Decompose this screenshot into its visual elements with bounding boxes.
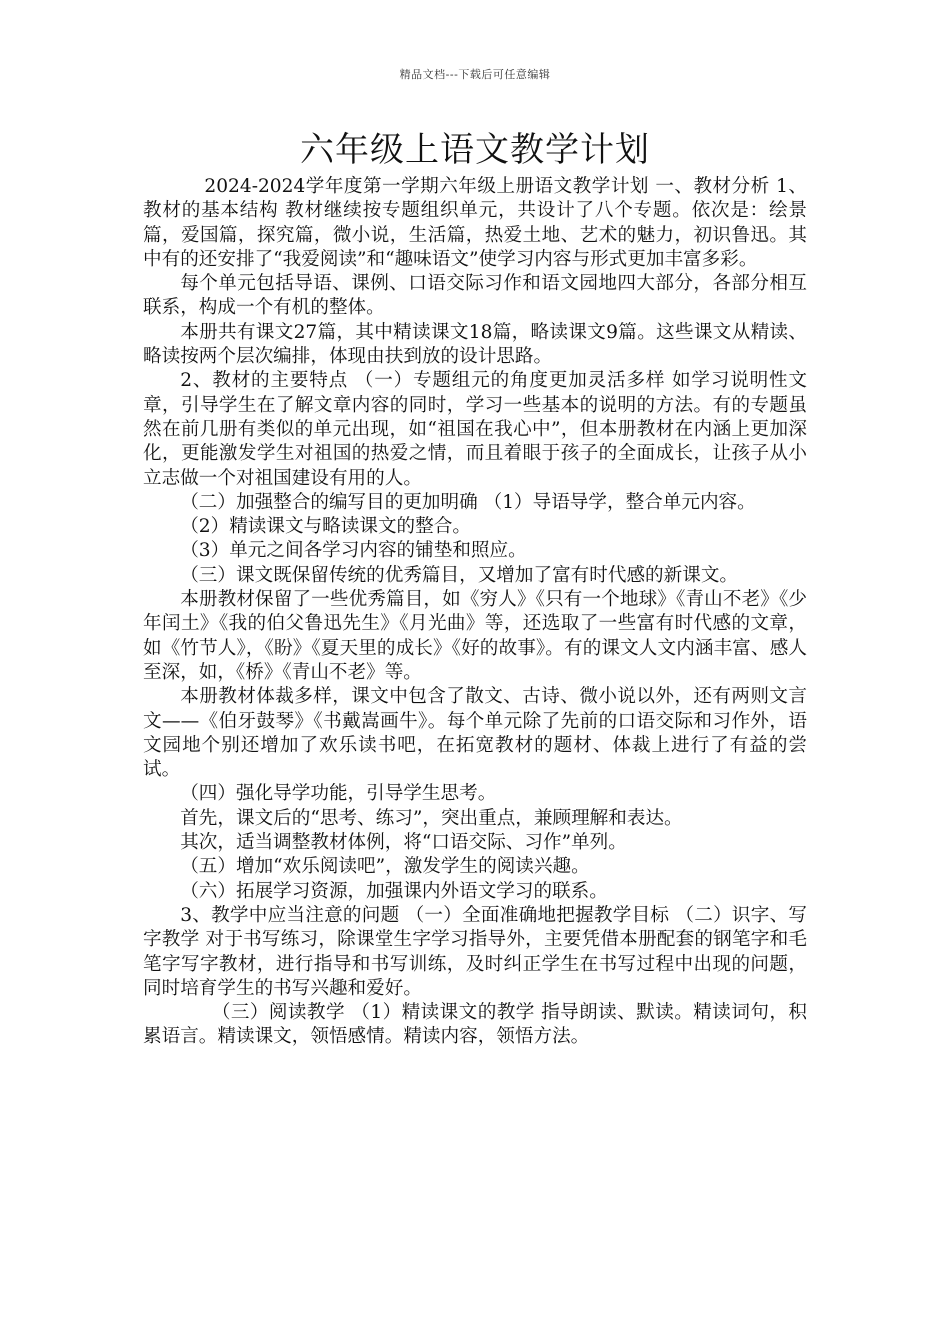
header-note: 精品文档---下载后可任意编辑 — [399, 68, 551, 81]
paragraph-intro: 2024-2024学年度第一学期六年级上册语文教学计划 一、教材分析 1、教材的基本结构 教材继续按专题组织单元，共设计了八个专题。依次是：绘景篇，爱国篇，探究篇，微小说，生活篇，热爱土地、艺术的魅力，初识鲁迅。其中有的还安排了“我爱阅读”和“趣味语文”使学习内容与形式更加丰富多彩。 — [143, 176, 807, 270]
paragraph-selected-works: 本册教材保留了一些优秀篇目，如《穷人》《只有一个地球》《青山不老》《少年闰土》《我的伯父鲁迅先生》《月光曲》等，还选取了一些富有时代感的文章，如《竹节人》，《盼》《夏天里的成长》《好的故事》。有的课文人文内涵丰富、感人至深，如，《桥》《青山不老》等。 — [143, 589, 807, 683]
document-body — [143, 175, 807, 1050]
paragraph-new-lessons: （三）课文既保留传统的优秀篇目，又增加了富有时代感的新课文。 — [180, 564, 739, 586]
document-title: 六年级上语文教学计划 — [300, 130, 650, 170]
paragraph-reading-integration: （2）精读课文与略读课文的整合。 — [180, 516, 471, 538]
paragraph-resources: （六）拓展学习资源，加强课内外语文学习的联系。 — [180, 880, 608, 902]
paragraph-reading-teaching: （三）阅读教学 （1）精读课文的教学 指导朗读、默读。精读词句，积累语言。精读课文，领悟感情。精读内容，领悟方法。 — [143, 1002, 807, 1048]
paragraph-genres: 本册教材体裁多样，课文中包含了散文、古诗、微小说以外，还有两则文言文——《伯牙鼓琴》《书戴嵩画牛》。每个单元除了先前的口语交际和习作外，语文园地个别还增加了欢乐读书吧，在拓宽教材的题材、体裁上进行了有益的尝试。 — [143, 686, 807, 781]
paragraph-first: 首先，课文后的“思考、练习”，突出重点，兼顾理解和表达。 — [180, 807, 683, 829]
paragraph-teaching-issues: 3、教学中应当注意的问题 （一）全面准确地把握教学目标 （二）识字、写字教学 对于书写练习，除课堂生字学习指导外，主要凭借本册配套的钢笔字和毛笔字写字教材，进行指导和书写训练，及时纠正学生在书写过程中出现的问题，同时培育学生的书写兴趣和爱好。 — [143, 904, 807, 999]
paragraph-lesson-count: 本册共有课文27篇，其中精读课文18篇，略读课文9篇。这些课文从精读、略读按两个层次编排，体现由扶到放的设计思路。 — [143, 321, 807, 368]
paragraph-happy-reading: （五）增加“欢乐阅读吧”，激发学生的阅读兴趣。 — [180, 856, 590, 878]
paragraph-guided-learning: （四）强化导学功能，引导学生思考。 — [180, 783, 497, 805]
paragraph-main-features: 2、教材的主要特点 （一）专题组元的角度更加灵活多样 如学习说明性文章，引导学生在了解文章内容的同时，学习一些基本的说明的方法。有的专题虽然在前几册有类似的单元出现，如“祖国在我心中”，但本册教材在内涵上更加深化，更能激发学生对祖国的热爱之情，而且着眼于孩子的全面成长，让孩子从小立志做一个对祖国建设有用的人。 — [143, 370, 807, 489]
paragraph-integration: （二）加强整合的编写目的更加明确 （1）导语导学，整合单元内容。 — [180, 491, 756, 513]
paragraph-unit-structure: 每个单元包括导语、课例、口语交际习作和语文园地四大部分，各部分相互联系，构成一个有机的整体。 — [143, 273, 807, 319]
paragraph-second: 其次，适当调整教材体例，将“口语交际、习作”单列。 — [180, 832, 627, 854]
paragraph-unit-connection: （3）单元之间各学习内容的铺垫和照应。 — [180, 540, 527, 562]
